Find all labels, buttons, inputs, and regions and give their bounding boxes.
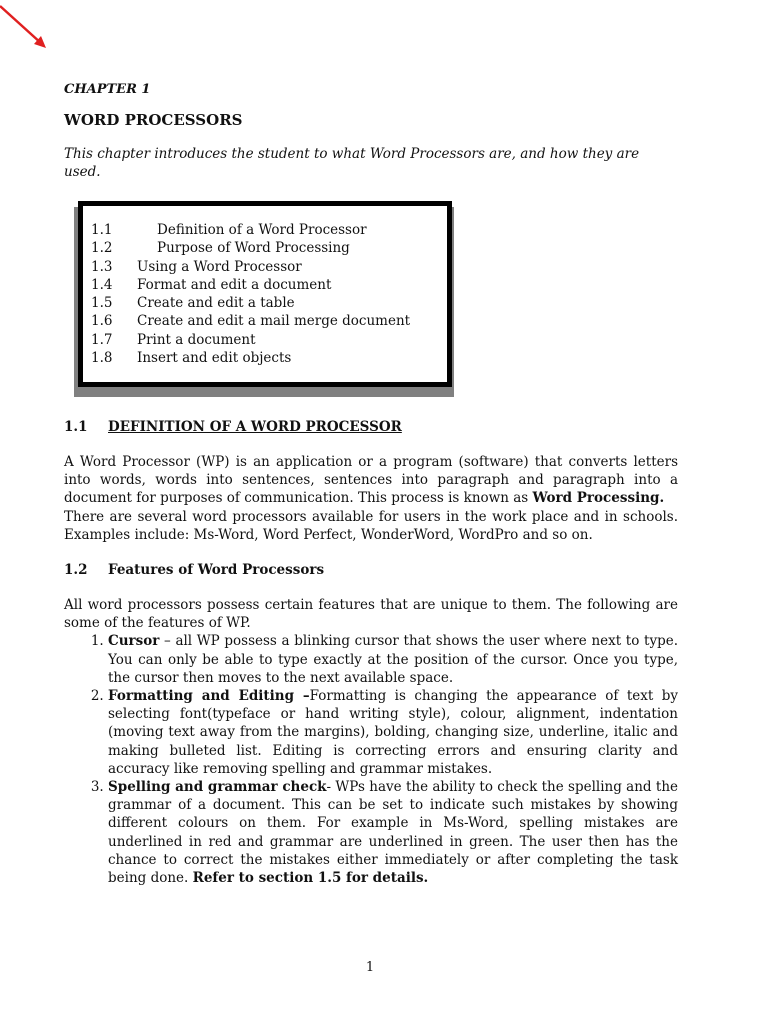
contents-box — [74, 201, 460, 399]
red-arrow-icon — [0, 0, 60, 60]
document-page — [64, 82, 678, 887]
section-heading: 1.2 Features of Word Processors — [64, 562, 325, 579]
section-heading: 1.1 DEFINITION OF A WORD PROCESSOR — [64, 419, 402, 435]
chapter-intro: This chapter introduces the student to what Word Processors are, and how they are used. — [64, 146, 640, 180]
contents-item: 1.3 Using a Word Processor — [91, 258, 302, 275]
list-item: 1. Cursor – all WP possess a blinking cursor that shows the user where next to type. You can only be able to type exactly at the position of the cursor. Once you type, the cursor then moves to the next available space. — [108, 632, 678, 687]
list-item: 2. Formatting and Editing –Formatting is changing the appearance of text by selecting font(typeface or hand writing style), colour, alignment, indentation (moving text away from the margins), bolding, changing size, underline, italic and making bulleted list. Editing is correcting errors and ensuring clarity and accuracy like removing spelling and grammar mistakes. — [108, 687, 678, 778]
page-number: 1 — [365, 960, 375, 975]
examples-paragraph: There are several word processors available for users in the work place and in schools. Examples include: Ms-Word, Word Perfect, WonderWord, WordPro and so on. — [64, 508, 678, 543]
chapter-title: WORD PROCESSORS — [64, 111, 243, 129]
contents-list — [78, 201, 452, 387]
contents-item: 1.7 Print a document — [91, 331, 256, 348]
features-lead-paragraph: All word processors possess certain features that are unique to them. The following are some of the features of WP. — [64, 597, 678, 632]
contents-item: 1.2 Purpose of Word Processing — [91, 240, 350, 257]
features-list — [64, 632, 678, 887]
contents-item: 1.1 Definition of a Word Processor — [91, 222, 367, 238]
contents-item: 1.6 Create and edit a mail merge document — [91, 313, 411, 330]
chapter-label: CHAPTER 1 — [64, 82, 151, 97]
list-item: 3. Spelling and grammar check- WPs have the ability to check the spelling and the grammar of a document. This can be set to indicate such mistakes by showing different colours on them. For example in Ms-Word, spelling mistakes are underlined in red and grammar are underlined in green. The user then has the chance to correct the mistakes either immediately or after completing the task being done. Refer to section 1.5 for details. — [108, 778, 678, 887]
contents-item: 1.4 Format and edit a document — [91, 276, 332, 293]
definition-paragraph: A Word Processor (WP) is an application or a program (software) that converts letters into words, words into sentences, sentences into paragraph and paragraph into a document for purposes of communication. This process is known as Word Processing. — [64, 454, 678, 507]
contents-item: 1.8 Insert and edit objects — [91, 350, 292, 367]
contents-item: 1.5 Create and edit a table — [91, 295, 295, 312]
